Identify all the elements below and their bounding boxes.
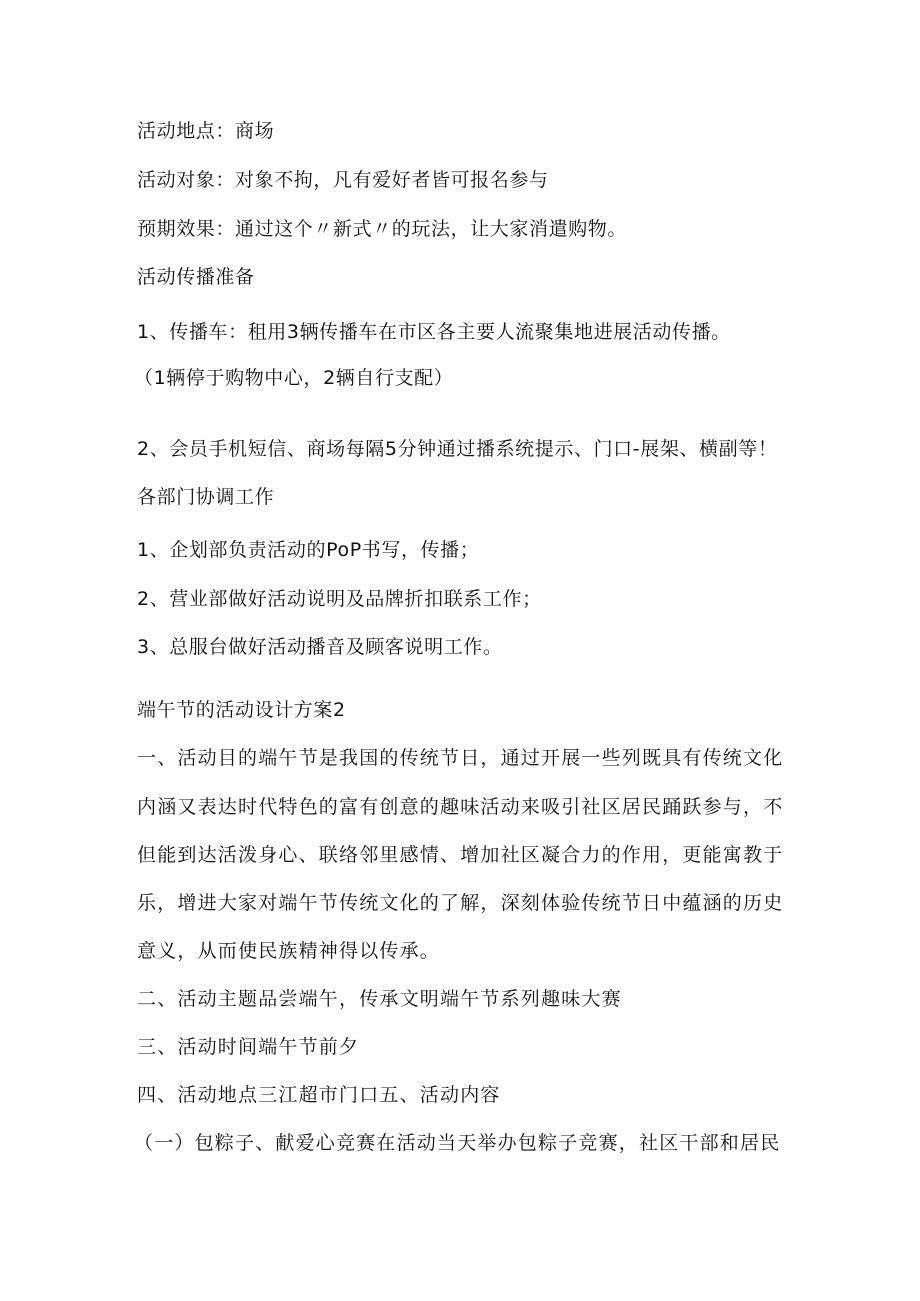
purpose-paragraph-line-5: 意义，从而使民族精神得以传承。: [137, 940, 441, 962]
time-line: 三、活动时间端午节前夕: [137, 1036, 360, 1058]
promotion-item-1: 1、传播车：租用3辆传播车在市区各主要人流聚集地进展活动传播。: [137, 321, 731, 343]
coordination-item-2: 2、营业部做好活动说明及品牌折扣联系工作；: [137, 588, 542, 610]
purpose-paragraph-line-2: 内涵又表达时代特色的富有创意的趣味活动来吸引社区居民踊跃参与，不: [137, 796, 784, 818]
promotion-item-2: 2、会员手机短信、商场每隔5分钟通过播系统提示、门口-展架、横副等！: [137, 438, 778, 460]
coordination-item-1: 1、企划部负责活动的PoP书写，传播；: [137, 539, 480, 561]
purpose-paragraph-line-4: 乐，增进大家对端午节传统文化的了解，深刻体验传统节日中蕴涵的历史: [137, 892, 784, 914]
coordination-item-3: 3、总服台做好活动播音及顾客说明工作。: [137, 636, 503, 658]
theme-line: 二、活动主题品尝端午，传承文明端午节系列趣味大赛: [137, 988, 622, 1010]
purpose-paragraph-line-3: 但能到达活泼身心、联络邻里感情、增加社区凝合力的作用，更能寓教于: [137, 844, 784, 866]
location-content-line: 四、活动地点三江超市门口五、活动内容: [137, 1084, 501, 1106]
expected-effect-line: 预期效果：通过这个〃新式〃的玩法，让大家消遣购物。: [137, 218, 628, 240]
promotion-item-1-note: （1辆停于购物中心，2辆自行支配）: [134, 367, 454, 389]
purpose-paragraph-line-1: 一、活动目的端午节是我国的传统节日，通过开展一些列既具有传统文化: [137, 747, 784, 769]
activity-location-line: 活动地点：商场: [137, 120, 275, 142]
content-item-1-line: （一）包粽子、献爱心竞赛在活动当天举办包粽子竞赛，社区干部和居民: [134, 1132, 781, 1154]
promotion-prep-heading: 活动传播准备: [137, 266, 255, 288]
activity-target-line: 活动对象：对象不拘，凡有爱好者皆可报名参与: [137, 169, 549, 191]
plan-2-title: 端午节的活动设计方案2: [137, 699, 346, 721]
department-coordination-heading: 各部门协调工作: [137, 486, 275, 508]
